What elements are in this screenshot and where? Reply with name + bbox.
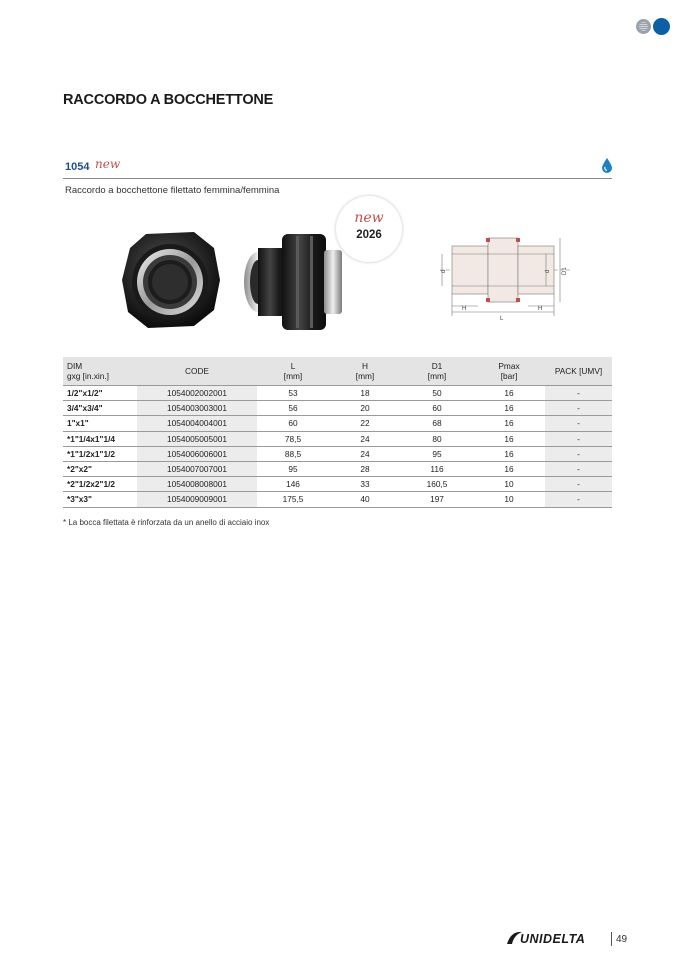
cell-d1: 50 <box>401 386 473 401</box>
cell-pmax: 10 <box>473 477 545 492</box>
cell-l: 56 <box>257 401 329 416</box>
header-pmax-line1: Pmax <box>498 361 520 371</box>
cell-pack: - <box>545 401 612 416</box>
cell-d1: 60 <box>401 401 473 416</box>
col-header-d1 <box>401 357 473 386</box>
cell-pack: - <box>545 416 612 431</box>
cell-d1: 160,5 <box>401 477 473 492</box>
header-h-line2: [mm] <box>355 371 375 381</box>
header-dim-line2: gxg [in.xin.] <box>67 371 109 381</box>
cell-pmax: 16 <box>473 431 545 446</box>
cell-l: 53 <box>257 386 329 401</box>
cell-pack: - <box>545 492 612 507</box>
cell-d1: 68 <box>401 416 473 431</box>
cell-pmax: 16 <box>473 416 545 431</box>
table-row <box>63 446 612 461</box>
diagram-label-d-left: d <box>441 269 447 273</box>
cell-pack: - <box>545 431 612 446</box>
cell-l: 60 <box>257 416 329 431</box>
table-row <box>63 401 612 416</box>
col-header-pack: PACK [UMV] <box>545 357 612 386</box>
cell-l: 175,5 <box>257 492 329 507</box>
badge-new-text: new <box>354 210 384 226</box>
cell-h: 20 <box>329 401 401 416</box>
product-code: 1054 <box>65 161 90 173</box>
diagram-label-d-right: d <box>545 269 551 273</box>
cell-pack: - <box>545 386 612 401</box>
cell-l: 95 <box>257 461 329 476</box>
header-l-line2: [mm] <box>283 371 303 381</box>
cell-dim: 1/2"x1/2" <box>63 386 137 401</box>
cell-code: 1054007007001 <box>137 461 257 476</box>
water-drop-icon <box>600 157 614 173</box>
product-photo-front <box>116 226 224 334</box>
table-row <box>63 431 612 446</box>
cell-dim: *3"x3" <box>63 492 137 507</box>
col-header-l <box>257 357 329 386</box>
cell-pack: - <box>545 461 612 476</box>
cell-pack: - <box>545 446 612 461</box>
grid-circle-icon <box>636 19 651 34</box>
cell-code: 1054004004001 <box>137 416 257 431</box>
header-d1-line1: D1 <box>431 361 443 371</box>
table-row <box>63 386 612 401</box>
cell-h: 24 <box>329 446 401 461</box>
cell-code: 1054009009001 <box>137 492 257 507</box>
col-header-pmax <box>473 357 545 386</box>
cell-d1: 80 <box>401 431 473 446</box>
cell-h: 22 <box>329 416 401 431</box>
table-row <box>63 461 612 476</box>
cell-dim: 1"x1" <box>63 416 137 431</box>
page-number: 49 <box>616 934 628 945</box>
diagram-label-h-right: H <box>538 306 543 312</box>
header-l-line1: L <box>290 361 296 371</box>
cell-pack: - <box>545 477 612 492</box>
cell-d1: 197 <box>401 492 473 507</box>
cell-dim: *2"1/2x2"1/2 <box>63 477 137 492</box>
cell-pmax: 16 <box>473 461 545 476</box>
product-photo-side <box>240 226 350 338</box>
cell-code: 1054003003001 <box>137 401 257 416</box>
header-d1-line2: [mm] <box>427 371 447 381</box>
new-tag: new <box>95 157 121 171</box>
diagram-label-l: L <box>500 316 504 322</box>
cell-h: 33 <box>329 477 401 492</box>
table-row <box>63 492 612 507</box>
cell-dim: *2"x2" <box>63 461 137 476</box>
cell-dim: *1"1/2x1"1/2 <box>63 446 137 461</box>
product-table <box>63 357 612 508</box>
col-header-dim <box>63 357 137 386</box>
new-2026-badge <box>336 196 402 262</box>
cell-l: 146 <box>257 477 329 492</box>
cell-dim: *1"1/4x1"1/4 <box>63 431 137 446</box>
cell-h: 40 <box>329 492 401 507</box>
diagram-label-h-left: H <box>462 306 467 312</box>
table-header-row <box>63 357 612 386</box>
cell-pmax: 16 <box>473 401 545 416</box>
col-header-code: CODE <box>137 357 257 386</box>
cell-h: 28 <box>329 461 401 476</box>
table-row <box>63 477 612 492</box>
cell-code: 1054002002001 <box>137 386 257 401</box>
header-pmax-line2: [bar] <box>500 371 518 381</box>
cell-code: 1054005005001 <box>137 431 257 446</box>
cell-dim: 3/4"x3/4" <box>63 401 137 416</box>
cell-d1: 95 <box>401 446 473 461</box>
diagram-label-d1: D1 <box>562 267 568 275</box>
product-description: Raccordo a bocchettone filettato femmina/femmina <box>65 185 280 196</box>
cell-h: 24 <box>329 431 401 446</box>
header-h-line1: H <box>362 361 368 371</box>
badge-year: 2026 <box>356 229 382 241</box>
cell-code: 1054006006001 <box>137 446 257 461</box>
cell-l: 78,5 <box>257 431 329 446</box>
cell-pmax: 16 <box>473 386 545 401</box>
footer-divider <box>611 932 612 946</box>
table-row <box>63 416 612 431</box>
cell-d1: 116 <box>401 461 473 476</box>
brand-logo-text: UNIDELTA <box>520 932 586 946</box>
cell-pmax: 10 <box>473 492 545 507</box>
cell-l: 88,5 <box>257 446 329 461</box>
cell-h: 18 <box>329 386 401 401</box>
col-header-h <box>329 357 401 386</box>
cell-code: 1054008008001 <box>137 477 257 492</box>
footnote: * La bocca filettata è rinforzata da un anello di acciaio inox <box>63 518 270 527</box>
blue-circle-icon <box>653 18 670 35</box>
technical-drawing <box>436 228 576 324</box>
page-title: RACCORDO A BOCCHETTONE <box>63 92 274 108</box>
cell-pmax: 16 <box>473 446 545 461</box>
header-dim-line1: DIM <box>67 361 83 371</box>
section-divider <box>63 178 612 179</box>
